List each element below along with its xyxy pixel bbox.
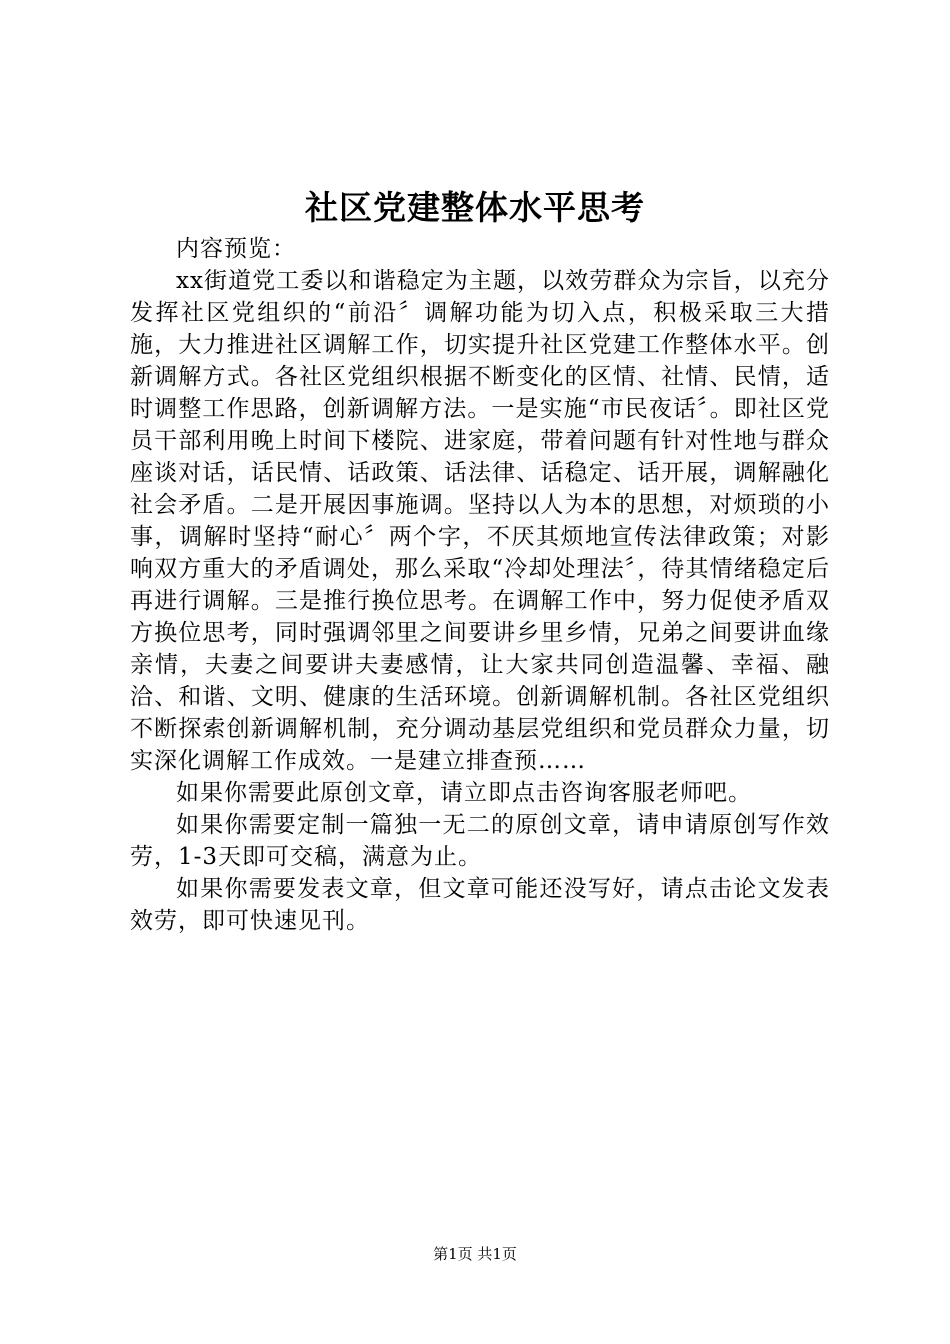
- document-body: [130, 233, 830, 937]
- document-title: 社区党建整体水平思考: [305, 188, 645, 227]
- paragraph-main: xx街道党工委以和谐稳定为主题，以效劳群众为宗旨，以充分发挥社区党组织的“前沿〞调解功能为切入点，积极采取三大措施，大力推进社区调解工作，切实提升社区党建工作整体水平。创新调解方式。各社区党组织根据不断变化的区情、社情、民情，适时调整工作思路，创新调解方法。一是实施“市民夜话〞。即社区党员干部利用晚上时间下楼院、进家庭，带着问题有针对性地与群众座谈对话，话民情、话政策、话法律、话稳定、话开展，调解融化社会矛盾。二是开展因事施调。坚持以人为本的思想，对烦琐的小事，调解时坚持“耐心〞两个字，不厌其烦地宣传法律政策；对影响双方重大的矛盾调处，那么采取“冷却处理法〞，待其情绪稳定后再进行调解。三是推行换位思考。在调解工作中，努力促使矛盾双方换位思考，同时强调邻里之间要讲乡里乡情，兄弟之间要讲血缘亲情，夫妻之间要讲夫妻感情，让大家共同创造温馨、幸福、融洽、和谐、文明、健康的生活环境。创新调解机制。各社区党组织不断探索创新调解机制，充分调动基层党组织和党员群众力量，切实深化调解工作成效。一是建立排查预……: [130, 268, 830, 774]
- page-footer: 第1页 共1页: [433, 1245, 517, 1263]
- paragraph-consult: 如果你需要此原创文章，请立即点击咨询客服老师吧。: [176, 780, 752, 806]
- paragraph-custom: 如果你需要定制一篇独一无二的原创文章，请申请原创写作效劳，1-3天即可交稿，满意为止。: [130, 812, 830, 870]
- preview-label: 内容预览：: [176, 236, 296, 262]
- paragraph-publish: 如果你需要发表文章，但文章可能还没写好，请点击论文发表效劳，即可快速见刊。: [130, 876, 830, 934]
